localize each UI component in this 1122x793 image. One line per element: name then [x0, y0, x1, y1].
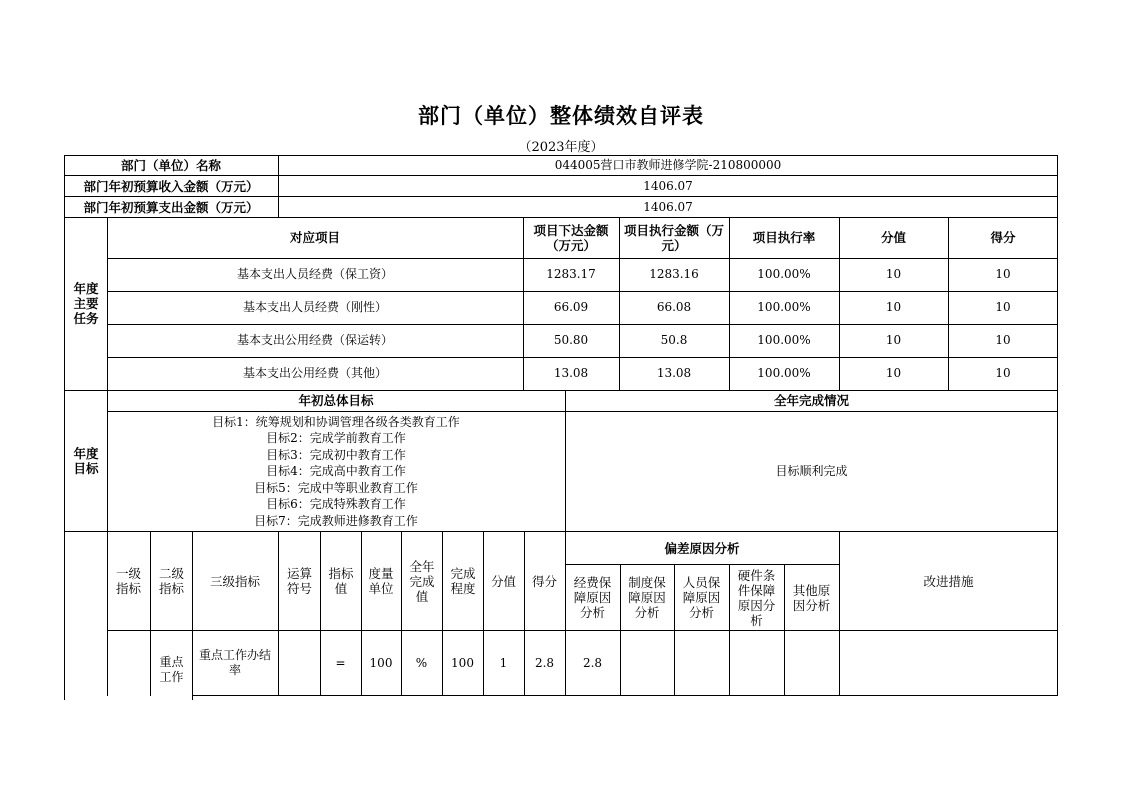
- task-score: 10: [995, 366, 1011, 380]
- task-item: 基本支出人员经费（保工资）: [236, 267, 393, 281]
- income-value: 1406.07: [643, 179, 693, 193]
- task-value: 10: [885, 333, 902, 347]
- expense-value: 1406.07: [643, 200, 693, 214]
- goal-line: 目标6：完成特殊教育工作: [266, 497, 406, 512]
- page-title: 部门（单位）整体绩效自评表: [418, 104, 704, 128]
- header-score-value: 分值: [880, 230, 906, 245]
- value-cell: 2.8: [534, 655, 555, 670]
- task-issued: 13.08: [553, 366, 589, 380]
- task-issued: 66.09: [553, 300, 589, 314]
- expense-label: 部门年初预算支出金额（万元）: [83, 200, 259, 215]
- task-rate: 100.00%: [757, 366, 811, 380]
- task-executed: 50.8: [660, 333, 688, 347]
- tasks-section-label: 年度主要任务: [73, 281, 99, 326]
- score-cell: 2.8: [582, 655, 603, 670]
- header-level2: 二级指标: [158, 566, 184, 596]
- task-value: 10: [885, 366, 902, 380]
- goal-line: 目标4：完成高中教育工作: [266, 464, 406, 479]
- task-value: 10: [885, 267, 902, 281]
- operator-cell: =: [335, 655, 346, 670]
- task-executed: 1283.16: [649, 267, 699, 281]
- goal-line: 目标3：完成初中教育工作: [266, 447, 406, 462]
- unit-cell: %: [415, 655, 428, 670]
- goal-line: 目标7：完成教师进修教育工作: [254, 513, 418, 528]
- task-score: 10: [995, 267, 1011, 281]
- dept-name-value: 044005营口市教师进修学院-210800000: [554, 158, 782, 172]
- level3-cell: 重点工作办结率: [198, 648, 271, 677]
- level2-cell: 重点工作: [159, 655, 184, 684]
- task-rate: 100.00%: [757, 267, 811, 281]
- evaluation-table: [64, 155, 1058, 700]
- header-unit: 度量单位: [368, 566, 394, 596]
- task-issued: 50.80: [553, 333, 589, 347]
- task-item: 基本支出公用经费（其他）: [242, 366, 387, 380]
- task-score: 10: [995, 333, 1011, 347]
- goal-line: 目标2：完成学前教育工作: [266, 431, 406, 446]
- header-other: 其他原因分析: [792, 582, 831, 613]
- header-personnel: 人员保障原因分析: [682, 575, 721, 620]
- header-item: 对应项目: [289, 230, 340, 245]
- header-funding: 经费保障原因分析: [573, 575, 612, 620]
- task-item: 基本支出公用经费（保运转）: [236, 333, 393, 347]
- header-score: 得分: [531, 573, 557, 589]
- header-hardware: 硬件条件保障原因分析: [737, 567, 776, 628]
- goal-list: [107, 412, 565, 531]
- header-level1: 一级指标: [115, 566, 141, 596]
- task-rate: 100.00%: [757, 300, 811, 314]
- header-target: 指标值: [328, 566, 354, 596]
- degree-cell: 1: [499, 655, 508, 670]
- task-rate: 100.00%: [757, 333, 811, 347]
- header-annual-goal: 年初总体目标: [298, 393, 374, 408]
- dept-name-label: 部门（单位）名称: [120, 158, 221, 173]
- goals-section-label: 年度目标: [73, 445, 99, 476]
- header-completion: 全年完成情况: [773, 393, 849, 408]
- header-level3: 三级指标: [209, 573, 260, 589]
- header-improve: 改进措施: [923, 573, 974, 589]
- header-executed: 项目执行金额（万元）: [623, 222, 724, 253]
- task-score: 10: [995, 300, 1011, 314]
- target-cell: 100: [369, 655, 393, 670]
- header-system: 制度保障原因分析: [628, 575, 666, 620]
- task-executed: 13.08: [656, 366, 692, 380]
- header-issued: 项目下达金额（万元）: [533, 222, 609, 253]
- task-item: 基本支出人员经费（刚性）: [242, 300, 387, 314]
- actual-cell: 100: [451, 655, 474, 670]
- goal-line: 目标5：完成中等职业教育工作: [254, 480, 418, 495]
- year-subtitle: （2023年度）: [518, 140, 604, 155]
- task-executed: 66.08: [656, 300, 692, 314]
- task-value: 10: [885, 300, 902, 314]
- goal-line: 目标1：统筹规划和协调管理各级各类教育工作: [212, 414, 460, 429]
- header-score: 得分: [990, 230, 1016, 245]
- header-value: 分值: [490, 573, 516, 589]
- header-actual: 全年完成值: [409, 558, 435, 604]
- income-label: 部门年初预算收入金额（万元）: [83, 179, 259, 194]
- task-issued: 1283.17: [546, 267, 596, 281]
- completion-text: 目标顺利完成: [775, 464, 848, 478]
- header-deviation: 偏差原因分析: [664, 540, 740, 556]
- header-degree: 完成程度: [450, 566, 476, 596]
- header-operator: 运算符号: [286, 566, 312, 596]
- header-rate: 项目执行率: [752, 230, 816, 245]
